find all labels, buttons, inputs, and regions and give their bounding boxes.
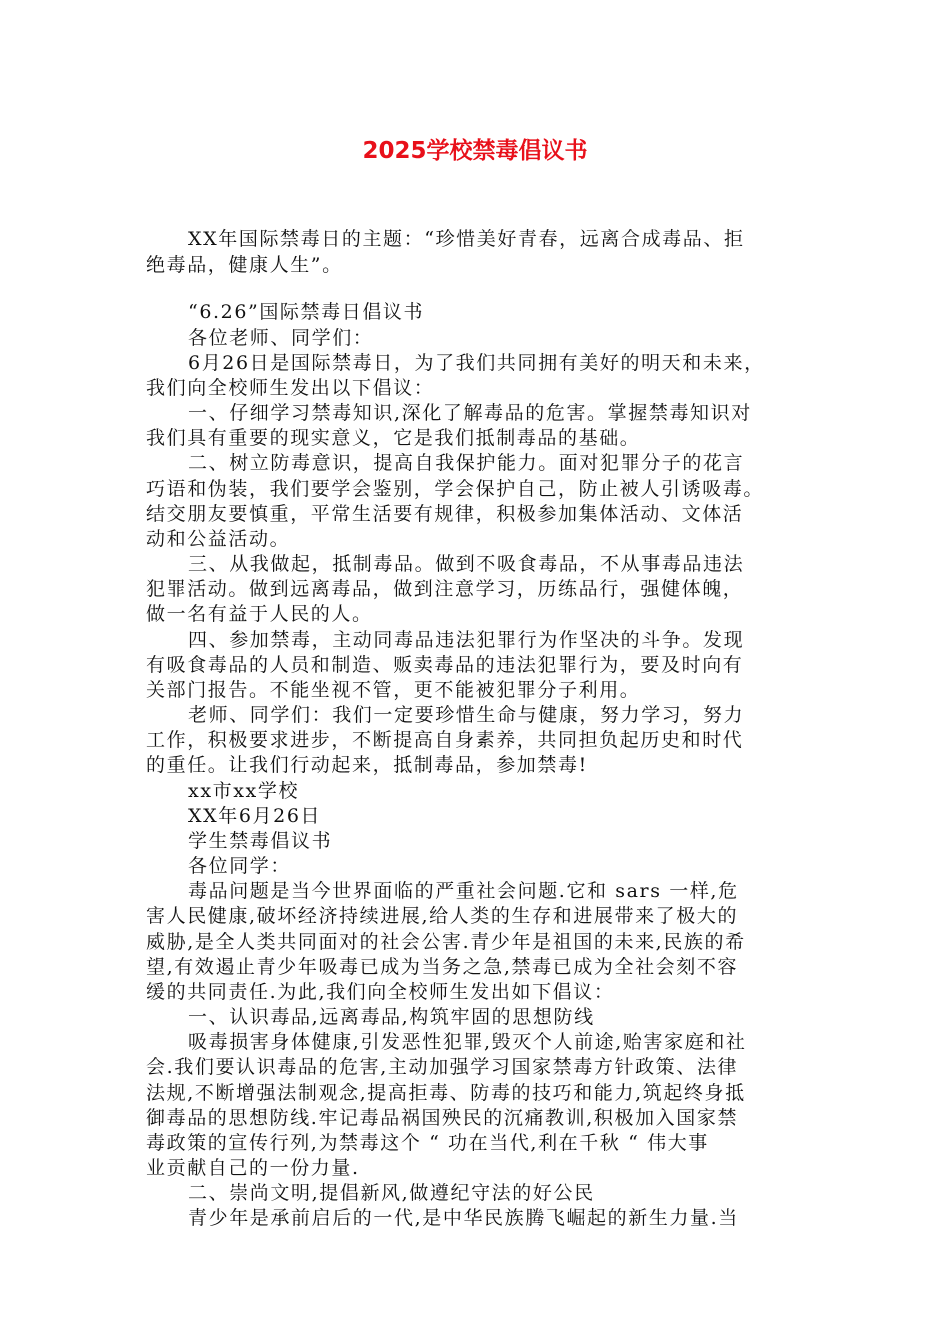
text-line: 学生禁毒倡议书 [188,830,333,852]
text-line: 老师、同学们：我们一定要珍惜生命与健康，努力学习，努力 [188,704,745,726]
text-line: 望,有效遏止青少年吸毒已成为当务之急,禁毒已成为全社会刻不容 [146,956,739,978]
text-line: xx市xx学校 [188,780,300,802]
text-line: 结交朋友要慎重，平常生活要有规律，积极参加集体活动、文体活 [146,503,744,525]
text-line: 一、仔细学习禁毒知识,深化了解毒品的危害。掌握禁毒知识对 [188,402,752,424]
text-line: 一、认识毒品,远离毒品,构筑牢固的思想防线 [188,1006,595,1028]
text-line: 毒品问题是当今世界面临的严重社会问题.它和 sars 一样,危 [188,880,739,902]
text-line: 犯罪活动。做到远离毒品，做到注意学习，历练品行，强健体魄， [146,578,744,600]
text-line: 三、从我做起，抵制毒品。做到不吸食毒品，不从事毒品违法 [188,553,745,575]
text-line: 动和公益活动。 [146,528,291,550]
text-line: 有吸食毒品的人员和制造、贩卖毒品的违法犯罪行为，要及时向有 [146,654,744,676]
text-line: 我们具有重要的现实意义，它是我们抵制毒品的基础。 [146,427,641,449]
text-line: 缓的共同责任.为此,我们向全校师生发出如下倡议： [146,981,615,1003]
text-line: 会.我们要认识毒品的危害,主动加强学习国家禁毒方针政策、法律 [146,1056,739,1078]
text-line: 法规,不断增强法制观念,提高拒毒、防毒的技巧和能力,筑起终身抵 [146,1082,746,1104]
text-line: 四、参加禁毒，主动同毒品违法犯罪行为作坚决的斗争。发现 [188,629,745,651]
text-line: XX年6月26日 [188,805,322,827]
text-line: 二、崇尚文明,提倡新风,做遵纪守法的好公民 [188,1182,595,1204]
text-line: 二、树立防毒意识，提高自我保护能力。面对犯罪分子的花言 [188,452,745,474]
text-line: 御毒品的思想防线.牢记毒品祸国殃民的沉痛教训,积极加入国家禁 [146,1107,739,1129]
text-line: 威胁,是全人类共同面对的社会公害.青少年是祖国的未来,民族的希 [146,931,746,953]
text-line: 吸毒损害身体健康,引发恶性犯罪,毁灭个人前途,贻害家庭和社 [188,1031,747,1053]
text-line: 各位老师、同学们： [188,327,374,349]
text-line: 毒政策的宣传行列,为禁毒这个 “ 功在当代,利在千秋 “ 伟大事 [146,1132,709,1154]
text-line: 青少年是承前启后的一代,是中华民族腾飞崛起的新生力量.当 [188,1207,739,1229]
text-line: 业贡献自己的一份力量. [146,1157,360,1179]
text-line: XX年国际禁毒日的主题：“珍惜美好青春，远离合成毒品、拒 [188,228,745,250]
document-title: 2025学校禁毒倡议书 [362,138,588,164]
text-line: 害人民健康,破坏经济持续进展,给人类的生存和进展带来了极大的 [146,905,739,927]
text-line: 6月26日是国际禁毒日，为了我们共同拥有美好的明天和未来， [188,352,765,374]
text-line: 巧语和伪装，我们要学会鉴别，学会保护自己，防止被人引诱吸毒。 [146,478,765,500]
text-line: 各位同学： [188,855,292,877]
text-line: 做一名有益于人民的人。 [146,603,373,625]
text-line: “6.26”国际禁毒日倡议书 [188,301,425,323]
text-line: 我们向全校师生发出以下倡议： [146,377,435,399]
text-line: 的重任。让我们行动起来，抵制毒品，参加禁毒! [146,754,588,776]
text-line: 工作，积极要求进步，不断提高自身素养，共同担负起历史和时代 [146,729,744,751]
text-line: 关部门报告。不能坐视不管，更不能被犯罪分子利用。 [146,679,641,701]
text-line: 绝毒品，健康人生”。 [146,254,343,276]
